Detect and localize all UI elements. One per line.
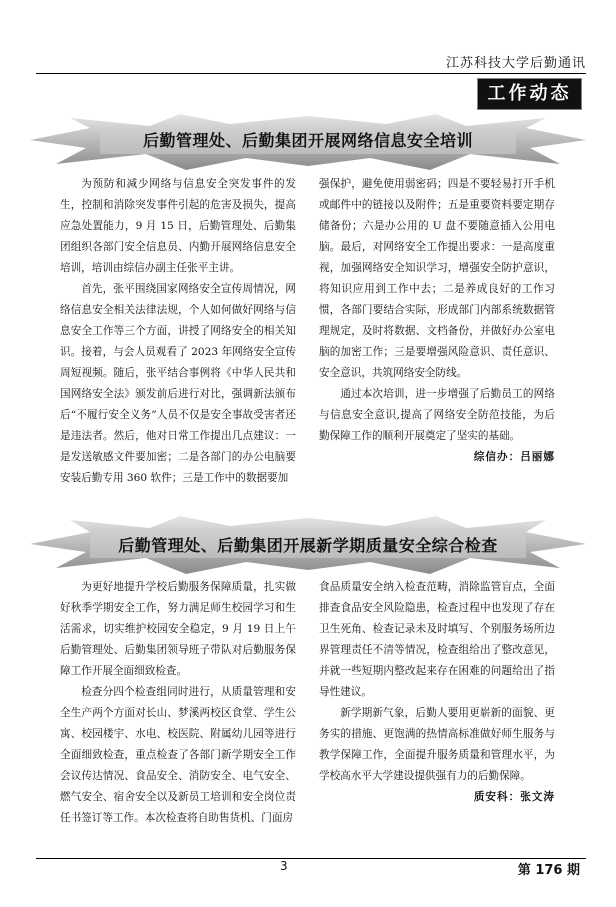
footer-divider (36, 858, 586, 859)
article-1-title: 后勤管理处、后勤集团开展网络信息安全培训 (142, 131, 473, 150)
article-2-paragraph: 新学期新气象，后勤人要用更崭新的面貌、更务实的措施、更饱满的热情高标准做好师生服务与教学保障工作，全面提升服务质量和管理水平，为学校高水平大学建设提供强有力的后勤保障。 (319, 707, 555, 782)
article-1-paragraph-continued: 强保护，避免使用弱密码；四是不要轻易打开手机或邮件中的链接以及附件；五是重要资料要定期存储备份；六是办公用的 U 盘不要随意插入公用电脑。最后，对网络安全工作提出要求：一是高度重视，加强网络安全知识学习，增强安全防护意识，将知识应用到工作中去；二是养成良好的工作习惯，各部门要结合实际，形成部门内部系统数据管理规定，及时将数据、文档备份，并做好办公室电脑的加密工作；三是要增强风险意识、责任意识、安全意识，共筑网络安全防线。 (319, 178, 555, 379)
section-tag: 工作动态 (477, 78, 582, 110)
issue-number: 第 176 期 (517, 863, 580, 878)
article-1-paragraph: 首先，张平围绕国家网络安全宣传周情况，网络信息安全相关法律法规，个人如何做好网络与信息安全工作等三个方面，讲授了网络安全的相关知识。接着，与会人员观看了 2023 年网络安全宣传周短视频。随后，张平结合事例将《中华人民共和国网络安全法》颁发前后进行对比，强调新法颁布后“不履行安全义务”人员不仅是安全事故受害者还是违法者。然后，他对日常工作提出几点建议：一是发送敏感文件要加密；二是各部门的办公电脑要安装后勤专用 360 软件；三是工作中的数据要加 (60, 283, 296, 484)
article-2-paragraph: 检查分四个检查组同时进行，从质量管理和安全生产两个方面对长山、梦溪两校区食堂、学生公寓、校园楼宇、水电、校医院、附属幼儿园等进行全面细致检查，重点检查了各部门新学期安全工作会议传达情况、食品安全、消防安全、电气安全、燃气安全、宿舍安全以及新员工培训和安全岗位责任书签订等工作。本次检查将自助售货机、门面房 (60, 686, 296, 824)
publication-name: 江苏科技大学后勤通讯 (445, 56, 586, 71)
article-2-paragraph-continued: 食品质量安全纳入检查范畴，消除监管盲点，全面排查食品安全风险隐患，检查过程中也发现了存在卫生死角、检查记录未及时填写、个别服务场所边界管理责任不清等情况，检查组给出了整改意见，并就一些短期内整改起来存在困难的问题给出了指导性建议。 (319, 581, 555, 698)
article-1-paragraph: 通过本次培训，进一步增强了后勤员工的网络与信息安全意识,提高了网络安全防范技能，为后勤保障工作的顺利开展奠定了坚实的基础。 (319, 388, 555, 442)
article-1-right-column (319, 174, 555, 468)
article-2-paragraph: 为更好地提升学校后勤服务保障质量，扎实做好秋季学期安全工作，努力满足师生校园学习和生活需求，切实维护校园安全稳定，9 月 19 日上午后勤管理处、后勤集团领导班子带队对后勤服务保障工作开展全面细致检查。 (60, 581, 296, 677)
article-2-banner (30, 516, 586, 576)
article-1-paragraph: 为预防和减少网络与信息安全突发事件的发生，控制和消除突发事件引起的危害及损失，提高应急处置能力，9 月 15 日，后勤管理处、后勤集团组织各部门安全信息员、内勤开展网络信息安全培训，培训由综信办副主任张平主讲。 (60, 178, 296, 274)
article-2-left-column (60, 577, 296, 829)
header-divider (36, 73, 586, 74)
article-2-right-column (319, 577, 555, 808)
article-2-body (60, 577, 565, 847)
article-1-banner (30, 114, 586, 174)
article-1-byline: 综信办：吕丽娜 (473, 451, 555, 463)
page-number: 3 (280, 859, 288, 873)
article-2-title: 后勤管理处、后勤集团开展新学期质量安全综合检查 (118, 536, 498, 555)
article-2-byline: 质安科：张文涛 (473, 791, 555, 803)
article-1-body (60, 174, 565, 484)
article-1-left-column (60, 174, 296, 489)
